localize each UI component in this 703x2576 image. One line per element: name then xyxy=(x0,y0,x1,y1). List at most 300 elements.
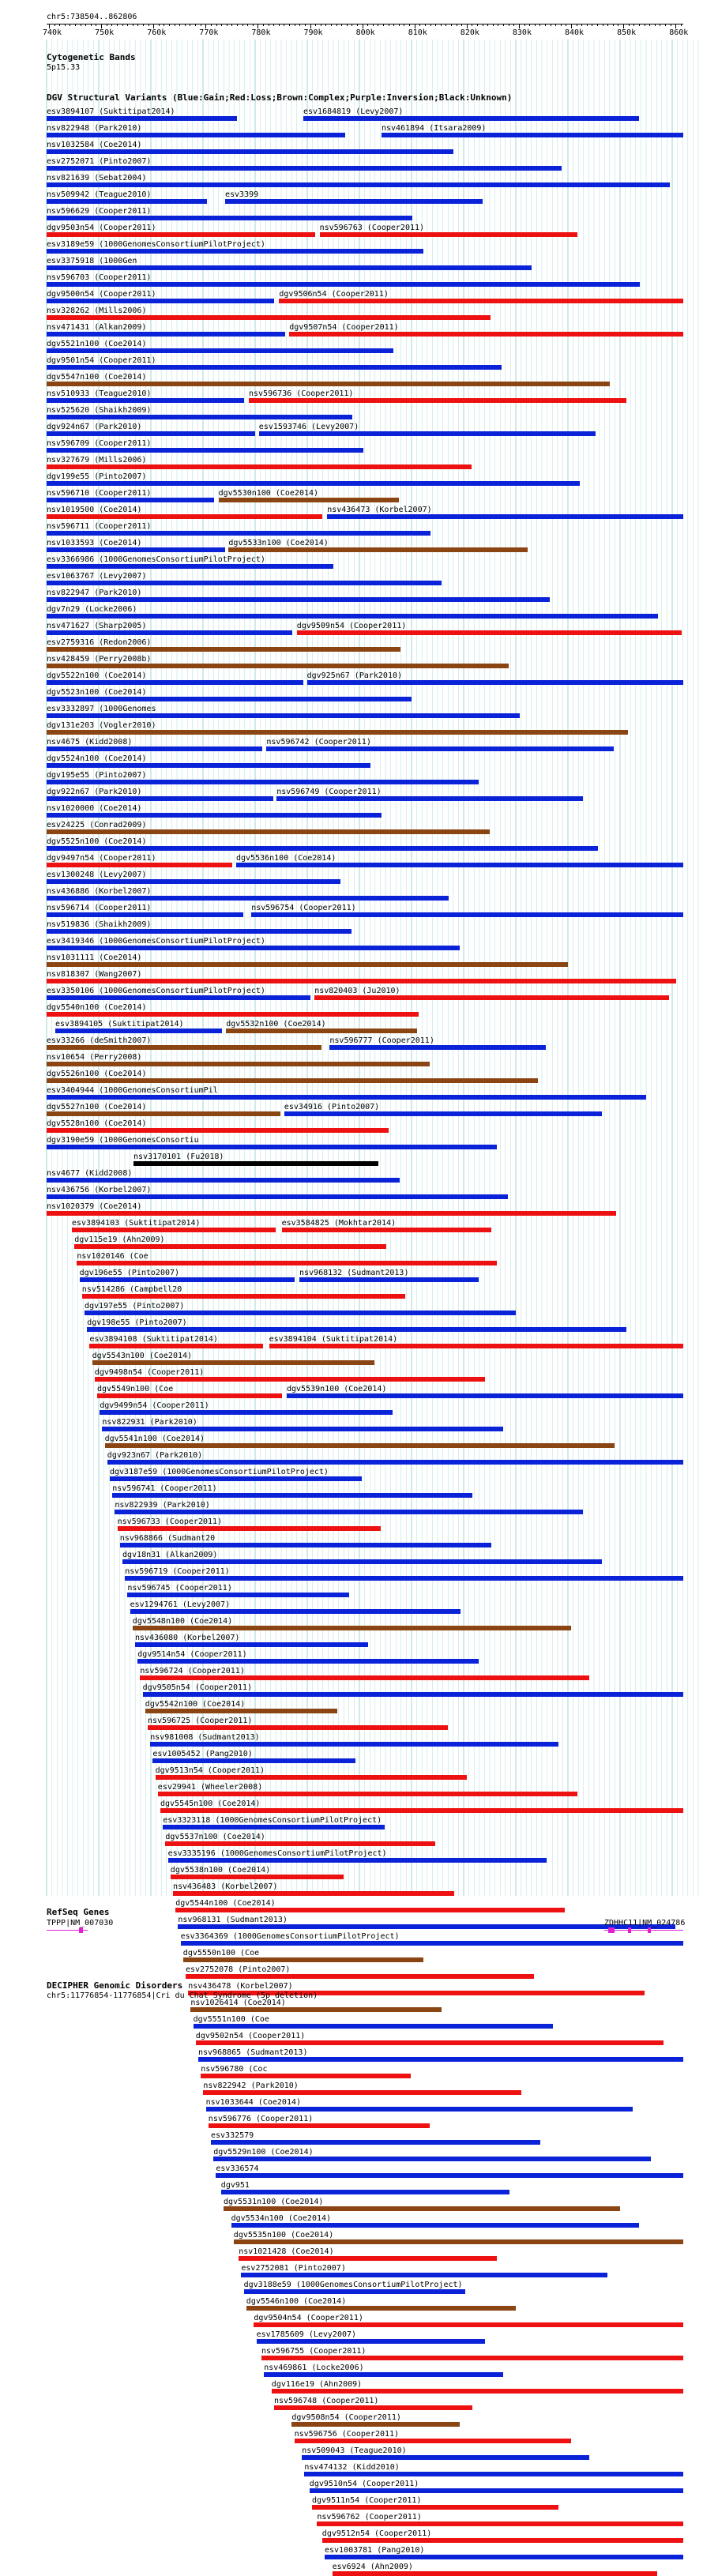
variant-label[interactable]: nsv436756 (Korbel2007) xyxy=(47,1186,152,1194)
variant-label[interactable]: nsv822939 (Park2010) xyxy=(115,1501,210,1510)
variant-bar[interactable] xyxy=(156,1775,467,1780)
variant-label[interactable]: esv3419346 (1000GenomesConsortiumPilotProject) xyxy=(47,937,265,946)
variant-bar[interactable] xyxy=(47,133,345,137)
variant-label[interactable]: dgv5526n100 (Coe2014) xyxy=(47,1070,147,1078)
variant-label[interactable]: nsv596762 (Cooper2011) xyxy=(317,2513,422,2521)
variant-label[interactable]: esv3332897 (1000Genomes xyxy=(47,705,156,713)
variant-bar[interactable] xyxy=(279,299,683,303)
variant-label[interactable]: dgv951 xyxy=(220,2181,250,2190)
variant-bar[interactable] xyxy=(226,1029,417,1033)
variant-bar[interactable] xyxy=(47,216,412,220)
variant-label[interactable]: esv3375918 (1000Gen xyxy=(47,257,137,265)
variant-bar[interactable] xyxy=(47,1111,280,1116)
variant-label[interactable]: dgv925n67 (Park2010) xyxy=(306,671,403,680)
variant-bar[interactable] xyxy=(47,1062,430,1066)
variant-label[interactable]: dgv5530n100 (Coe2014) xyxy=(218,489,319,498)
variant-label[interactable]: dgv5551n100 (Coe xyxy=(193,2015,269,2024)
variant-label[interactable]: dgv5525n100 (Coe2014) xyxy=(47,837,147,846)
variant-bar[interactable] xyxy=(47,647,400,652)
variant-bar[interactable] xyxy=(325,2555,683,2559)
variant-bar[interactable] xyxy=(282,1228,491,1232)
variant-bar[interactable] xyxy=(47,680,303,685)
variant-label[interactable]: nsv818307 (Wang2007) xyxy=(47,970,142,979)
variant-label[interactable]: dgv9510n54 (Cooper2011) xyxy=(309,2480,419,2488)
variant-label[interactable]: nsv596754 (Cooper2011) xyxy=(251,904,356,912)
variant-bar[interactable] xyxy=(47,1128,389,1133)
variant-label[interactable]: nsv596711 (Cooper2011) xyxy=(47,522,152,531)
variant-bar[interactable] xyxy=(47,299,274,303)
variant-label[interactable]: nsv1020146 (Coe xyxy=(77,1252,148,1261)
variant-bar[interactable] xyxy=(47,365,502,370)
variant-label[interactable]: dgv5536n100 (Coe2014) xyxy=(236,854,336,863)
variant-label[interactable]: dgv5524n100 (Coe2014) xyxy=(47,754,147,763)
variant-label[interactable]: esv2752071 (Pinto2007) xyxy=(47,157,152,166)
variant-bar[interactable] xyxy=(47,182,670,187)
variant-bar[interactable] xyxy=(47,796,273,801)
variant-bar[interactable] xyxy=(312,2505,558,2510)
variant-bar[interactable] xyxy=(158,1792,577,1796)
variant-label[interactable]: nsv596629 (Cooper2011) xyxy=(47,207,152,216)
variant-bar[interactable] xyxy=(125,1576,683,1581)
variant-label[interactable]: dgv3187e59 (1000GenomesConsortiumPilotProject) xyxy=(110,1468,329,1476)
variant-bar[interactable] xyxy=(274,2405,472,2410)
variant-label[interactable]: esv1300248 (Levy2007) xyxy=(47,871,147,879)
variant-label[interactable]: dgv5532n100 (Coe2014) xyxy=(226,1020,326,1029)
variant-bar[interactable] xyxy=(241,2273,607,2277)
variant-bar[interactable] xyxy=(329,1045,546,1050)
variant-bar[interactable] xyxy=(327,514,683,519)
variant-label[interactable]: esv3584825 (Mokhtar2014) xyxy=(281,1219,397,1228)
variant-label[interactable]: esv3189e59 (1000GenomesConsortiumPilotProject) xyxy=(47,240,265,249)
variant-bar[interactable] xyxy=(317,2521,683,2526)
variant-label[interactable]: dgv18n31 (Alkan2009) xyxy=(122,1551,218,1559)
variant-label[interactable]: nsv596763 (Cooper2011) xyxy=(319,224,425,232)
variant-label[interactable]: esv3894105 (Suktitipat2014) xyxy=(55,1020,184,1029)
variant-bar[interactable] xyxy=(47,1145,497,1149)
variant-bar[interactable] xyxy=(95,1377,485,1382)
variant-bar[interactable] xyxy=(47,448,363,453)
variant-label[interactable]: nsv471431 (Alkan2009) xyxy=(47,323,147,332)
variant-bar[interactable] xyxy=(320,232,577,237)
variant-bar[interactable] xyxy=(47,1178,400,1183)
variant-bar[interactable] xyxy=(47,664,509,668)
variant-bar[interactable] xyxy=(216,2173,683,2178)
variant-label[interactable]: dgv9511n54 (Cooper2011) xyxy=(312,2496,422,2505)
variant-label[interactable]: nsv596709 (Cooper2011) xyxy=(47,439,152,448)
variant-label[interactable]: dgv9498n54 (Cooper2011) xyxy=(94,1368,205,1377)
variant-bar[interactable] xyxy=(47,912,243,917)
variant-label[interactable]: esv34916 (Pinto2007) xyxy=(284,1103,380,1111)
variant-bar[interactable] xyxy=(145,1709,337,1713)
variant-label[interactable]: dgv9499n54 (Cooper2011) xyxy=(100,1401,209,1410)
variant-label[interactable]: dgv3190e59 (1000GenomesConsortiu xyxy=(47,1136,199,1145)
variant-label[interactable]: nsv981008 (Sudmant2013) xyxy=(150,1733,260,1742)
variant-bar[interactable] xyxy=(246,2306,516,2311)
variant-bar[interactable] xyxy=(120,1543,491,1547)
variant-bar[interactable] xyxy=(47,780,479,784)
variant-bar[interactable] xyxy=(47,531,430,536)
variant-bar[interactable] xyxy=(304,2472,683,2476)
variant-bar[interactable] xyxy=(77,1261,497,1265)
variant-bar[interactable] xyxy=(140,1675,589,1680)
variant-label[interactable]: nsv469861 (Locke2006) xyxy=(264,2364,364,2372)
variant-bar[interactable] xyxy=(181,1941,683,1946)
variant-bar[interactable] xyxy=(171,1875,344,1879)
variant-bar[interactable] xyxy=(322,2538,683,2543)
variant-bar[interactable] xyxy=(47,415,352,419)
variant-label[interactable]: nsv596710 (Cooper2011) xyxy=(47,489,152,498)
variant-label[interactable]: nsv822931 (Park2010) xyxy=(102,1418,197,1427)
variant-label[interactable]: nsv519836 (Shaikh2009) xyxy=(47,920,152,929)
variant-bar[interactable] xyxy=(47,863,232,867)
variant-bar[interactable] xyxy=(244,2289,466,2294)
variant-label[interactable]: esv2759316 (Redon2006) xyxy=(47,638,152,647)
variant-bar[interactable] xyxy=(107,1460,683,1465)
variant-label[interactable]: dgv199e55 (Pinto2007) xyxy=(47,472,147,481)
variant-bar[interactable] xyxy=(47,398,244,403)
variant-label[interactable]: nsv514286 (Campbell20 xyxy=(81,1285,182,1294)
variant-label[interactable]: dgv5550n100 (Coe xyxy=(182,1949,260,1957)
variant-bar[interactable] xyxy=(47,962,568,967)
variant-label[interactable]: esv332579 xyxy=(211,2131,254,2140)
variant-bar[interactable] xyxy=(92,1360,374,1365)
variant-bar[interactable] xyxy=(295,2439,571,2443)
variant-bar[interactable] xyxy=(82,1294,405,1299)
variant-label[interactable]: nsv1020000 (Coe2014) xyxy=(47,804,142,813)
variant-bar[interactable] xyxy=(194,2024,553,2029)
variant-label[interactable]: dgv196e55 (Pinto2007) xyxy=(79,1269,180,1277)
variant-label[interactable]: nsv1021428 (Coe2014) xyxy=(239,2247,334,2256)
variant-bar[interactable] xyxy=(228,547,528,552)
variant-bar[interactable] xyxy=(310,2488,683,2493)
variant-label[interactable]: dgv5549n100 (Coe xyxy=(97,1385,174,1393)
variant-bar[interactable] xyxy=(47,597,550,602)
variant-label[interactable]: dgv5527n100 (Coe2014) xyxy=(47,1103,147,1111)
variant-label[interactable]: esv3335196 (1000GenomesConsortiumPilotProject) xyxy=(167,1849,387,1858)
variant-label[interactable]: esv1684819 (Levy2007) xyxy=(303,107,404,116)
variant-bar[interactable] xyxy=(47,1045,321,1050)
variant-bar[interactable] xyxy=(47,697,412,701)
variant-bar[interactable] xyxy=(47,116,237,121)
variant-label[interactable]: dgv5531n100 (Coe2014) xyxy=(224,2198,324,2206)
variant-bar[interactable] xyxy=(225,199,483,204)
variant-bar[interactable] xyxy=(47,1194,508,1199)
variant-label[interactable]: dgv5547n100 (Coe2014) xyxy=(47,373,147,382)
variant-bar[interactable] xyxy=(186,1974,534,1979)
variant-bar[interactable] xyxy=(47,464,472,469)
variant-bar[interactable] xyxy=(47,630,292,635)
variant-label[interactable]: nsv596748 (Cooper2011) xyxy=(274,2397,379,2405)
variant-label[interactable]: dgv9504n54 (Cooper2011) xyxy=(254,2314,363,2322)
variant-label[interactable]: nsv822942 (Park2010) xyxy=(203,2081,299,2090)
variant-label[interactable]: nsv328262 (Mills2006) xyxy=(47,306,147,315)
variant-bar[interactable] xyxy=(249,398,626,403)
variant-label[interactable]: nsv471627 (Sharp2005) xyxy=(47,622,147,630)
variant-bar[interactable] xyxy=(299,1277,479,1282)
variant-bar[interactable] xyxy=(213,2157,651,2161)
variant-bar[interactable] xyxy=(137,1659,479,1664)
variant-label[interactable]: nsv968131 (Sudmant2013) xyxy=(178,1916,288,1924)
variant-bar[interactable] xyxy=(152,1758,355,1763)
variant-label[interactable]: dgv922n67 (Park2010) xyxy=(47,788,142,796)
variant-bar[interactable] xyxy=(206,2107,633,2112)
variant-bar[interactable] xyxy=(47,514,322,519)
variant-label[interactable]: dgv3188e59 (1000GenomesConsortiumPilotProject) xyxy=(243,2281,463,2289)
variant-label[interactable]: dgv5538n100 (Coe2014) xyxy=(170,1866,271,1875)
variant-label[interactable]: nsv596724 (Cooper2011) xyxy=(140,1667,245,1675)
variant-label[interactable]: dgv5534n100 (Coe2014) xyxy=(231,2214,332,2223)
variant-label[interactable]: nsv820403 (Ju2010) xyxy=(314,987,400,995)
variant-bar[interactable] xyxy=(165,1841,435,1846)
variant-bar[interactable] xyxy=(135,1642,368,1647)
variant-bar[interactable] xyxy=(382,133,683,137)
variant-label[interactable]: esv3894104 (Suktitipat2014) xyxy=(269,1335,398,1344)
variant-bar[interactable] xyxy=(47,315,491,320)
variant-bar[interactable] xyxy=(47,149,453,154)
variant-bar[interactable] xyxy=(219,498,399,502)
variant-label[interactable]: dgv5533n100 (Coe2014) xyxy=(228,539,329,547)
variant-bar[interactable] xyxy=(259,431,596,436)
variant-bar[interactable] xyxy=(201,2074,411,2078)
variant-bar[interactable] xyxy=(236,863,683,867)
variant-bar[interactable] xyxy=(198,2057,683,2062)
variant-label[interactable]: nsv1026414 (Coe2014) xyxy=(190,1999,286,2007)
variant-bar[interactable] xyxy=(47,265,532,270)
variant-bar[interactable] xyxy=(85,1311,516,1315)
variant-label[interactable]: dgv5523n100 (Coe2014) xyxy=(47,688,147,697)
variant-label[interactable]: esv3323118 (1000GenomesConsortiumPilotProject) xyxy=(163,1816,382,1825)
variant-bar[interactable] xyxy=(257,2339,485,2344)
variant-label[interactable]: esv3894103 (Suktitipat2014) xyxy=(72,1219,201,1228)
variant-label[interactable]: dgv9514n54 (Cooper2011) xyxy=(137,1650,247,1659)
variant-bar[interactable] xyxy=(148,1725,448,1730)
variant-label[interactable]: nsv10654 (Perry2008) xyxy=(47,1053,142,1062)
variant-bar[interactable] xyxy=(47,547,225,552)
variant-bar[interactable] xyxy=(47,249,423,254)
variant-bar[interactable] xyxy=(239,2256,497,2261)
variant-label[interactable]: dgv5529n100 (Coe2014) xyxy=(213,2148,314,2157)
variant-bar[interactable] xyxy=(234,2239,683,2244)
variant-bar[interactable] xyxy=(47,979,676,983)
variant-bar[interactable] xyxy=(269,1344,683,1348)
variant-bar[interactable] xyxy=(47,813,382,818)
variant-bar[interactable] xyxy=(143,1692,683,1697)
variant-bar[interactable] xyxy=(74,1244,386,1249)
variant-label[interactable]: dgv9505n54 (Cooper2011) xyxy=(142,1683,253,1692)
variant-label[interactable]: esv6924 (Ahn2009) xyxy=(332,2563,413,2571)
variant-label[interactable]: dgv5528n100 (Coe2014) xyxy=(47,1119,147,1128)
variant-label[interactable]: esv2752078 (Pinto2007) xyxy=(186,1965,291,1974)
variant-label[interactable]: nsv968866 (Sudmant20 xyxy=(119,1534,216,1543)
variant-label[interactable]: esv1785609 (Levy2007) xyxy=(256,2330,357,2339)
variant-bar[interactable] xyxy=(72,1228,276,1232)
variant-bar[interactable] xyxy=(183,1957,423,1962)
variant-label[interactable]: dgv198e55 (Pinto2007) xyxy=(87,1318,187,1327)
variant-label[interactable]: nsv596725 (Cooper2011) xyxy=(148,1717,253,1725)
variant-bar[interactable] xyxy=(47,481,580,486)
variant-bar[interactable] xyxy=(102,1427,503,1431)
variant-label[interactable]: dgv9502n54 (Cooper2011) xyxy=(195,2032,306,2040)
variant-label[interactable]: dgv9497n54 (Cooper2011) xyxy=(47,854,156,863)
variant-bar[interactable] xyxy=(284,1111,602,1116)
variant-label[interactable]: nsv596777 (Cooper2011) xyxy=(329,1036,434,1045)
variant-label[interactable]: nsv596736 (Cooper2011) xyxy=(249,389,354,398)
variant-bar[interactable] xyxy=(47,332,285,337)
variant-label[interactable]: nsv461894 (Itsara2009) xyxy=(382,124,487,133)
variant-bar[interactable] xyxy=(178,1924,675,1929)
variant-label[interactable]: dgv195e55 (Pinto2007) xyxy=(47,771,147,780)
variant-label[interactable]: nsv327679 (Mills2006) xyxy=(47,456,147,464)
variant-bar[interactable] xyxy=(47,829,490,834)
variant-bar[interactable] xyxy=(47,946,460,950)
variant-bar[interactable] xyxy=(133,1161,378,1166)
variant-bar[interactable] xyxy=(251,912,683,917)
variant-bar[interactable] xyxy=(47,431,255,436)
variant-label[interactable]: dgv5544n100 (Coe2014) xyxy=(175,1899,276,1908)
variant-label[interactable]: esv336574 xyxy=(216,2164,259,2173)
variant-label[interactable]: nsv3170101 (Fu2018) xyxy=(133,1153,224,1161)
variant-label[interactable]: dgv5522n100 (Coe2014) xyxy=(47,671,147,680)
variant-label[interactable]: nsv596755 (Cooper2011) xyxy=(261,2347,367,2356)
variant-label[interactable]: nsv1031111 (Coe2014) xyxy=(47,953,142,962)
variant-bar[interactable] xyxy=(254,2322,683,2327)
variant-bar[interactable] xyxy=(127,1593,349,1597)
variant-label[interactable]: nsv474132 (Kidd2010) xyxy=(304,2463,400,2472)
variant-label[interactable]: dgv5541n100 (Coe2014) xyxy=(104,1435,205,1443)
variant-label[interactable]: dgv9509n54 (Cooper2011) xyxy=(296,622,407,630)
variant-bar[interactable] xyxy=(47,746,262,751)
variant-bar[interactable] xyxy=(314,995,669,1000)
variant-label[interactable]: dgv5548n100 (Coe2014) xyxy=(132,1617,233,1626)
refseq-gene-tppp[interactable]: TPPP|NM_007030 xyxy=(47,1919,114,1927)
variant-bar[interactable] xyxy=(47,730,628,735)
variant-label[interactable]: dgv923n67 (Park2010) xyxy=(107,1451,203,1460)
variant-bar[interactable] xyxy=(47,713,520,718)
variant-bar[interactable] xyxy=(291,2422,460,2427)
variant-bar[interactable] xyxy=(264,2372,503,2377)
variant-bar[interactable] xyxy=(122,1559,602,1564)
variant-bar[interactable] xyxy=(203,2090,521,2095)
variant-bar[interactable] xyxy=(133,1626,571,1630)
variant-bar[interactable] xyxy=(276,796,583,801)
variant-bar[interactable] xyxy=(221,2190,509,2194)
variant-bar[interactable] xyxy=(47,348,393,353)
variant-label[interactable]: nsv821639 (Sebat2004) xyxy=(47,174,147,182)
variant-label[interactable]: nsv596756 (Cooper2011) xyxy=(294,2430,400,2439)
variant-bar[interactable] xyxy=(47,232,315,237)
variant-bar[interactable] xyxy=(289,332,683,337)
variant-label[interactable]: nsv1032584 (Coe2014) xyxy=(47,141,142,149)
variant-label[interactable]: nsv436886 (Korbel2007) xyxy=(47,887,152,896)
variant-label[interactable]: nsv4675 (Kidd2008) xyxy=(47,738,133,746)
variant-label[interactable]: nsv596780 (Coc xyxy=(201,2065,268,2074)
variant-bar[interactable] xyxy=(307,680,683,685)
variant-label[interactable]: dgv5543n100 (Coe2014) xyxy=(92,1352,193,1360)
variant-bar[interactable] xyxy=(173,1891,454,1896)
variant-label[interactable]: esv3366986 (1000GenomesConsortiumPilotProject) xyxy=(47,555,265,564)
variant-label[interactable]: nsv968132 (Sudmant2013) xyxy=(299,1269,409,1277)
variant-label[interactable]: esv3404944 (1000GenomesConsortiumPil xyxy=(47,1086,218,1095)
variant-label[interactable]: nsv4677 (Kidd2008) xyxy=(47,1169,133,1178)
variant-bar[interactable] xyxy=(112,1493,472,1498)
variant-bar[interactable] xyxy=(47,1078,538,1083)
variant-label[interactable]: dgv9513n54 (Cooper2011) xyxy=(155,1766,265,1775)
variant-label[interactable]: nsv436483 (Korbel2007) xyxy=(173,1882,278,1891)
variant-bar[interactable] xyxy=(47,282,640,287)
variant-label[interactable]: nsv596714 (Cooper2011) xyxy=(47,904,152,912)
variant-bar[interactable] xyxy=(47,382,610,386)
variant-label[interactable]: esv29941 (Wheeler2008) xyxy=(157,1783,263,1792)
variant-bar[interactable] xyxy=(333,2571,657,2576)
variant-bar[interactable] xyxy=(118,1526,381,1531)
variant-label[interactable]: nsv822948 (Park2010) xyxy=(47,124,142,133)
variant-bar[interactable] xyxy=(47,879,340,884)
variant-label[interactable]: nsv822947 (Park2010) xyxy=(47,589,142,597)
variant-bar[interactable] xyxy=(80,1277,295,1282)
variant-label[interactable]: nsv525620 (Shaikh2009) xyxy=(47,406,152,415)
variant-label[interactable]: nsv596741 (Cooper2011) xyxy=(112,1484,217,1493)
variant-label[interactable]: esv1003781 (Pang2010) xyxy=(325,2546,425,2555)
variant-label[interactable]: dgv5545n100 (Coe2014) xyxy=(160,1799,261,1808)
variant-label[interactable]: dgv5535n100 (Coe2014) xyxy=(233,2231,334,2239)
variant-bar[interactable] xyxy=(196,2040,664,2045)
variant-label[interactable]: dgv9501n54 (Cooper2011) xyxy=(47,356,156,365)
variant-bar[interactable] xyxy=(224,2206,620,2211)
variant-label[interactable]: nsv1020379 (Coe2014) xyxy=(47,1202,142,1211)
variant-bar[interactable] xyxy=(175,1908,565,1912)
variant-bar[interactable] xyxy=(87,1327,626,1332)
variant-bar[interactable] xyxy=(168,1858,547,1863)
variant-label[interactable]: dgv924n67 (Park2010) xyxy=(47,423,142,431)
variant-label[interactable]: esv3399 xyxy=(225,190,259,199)
variant-bar[interactable] xyxy=(47,581,442,585)
variant-bar[interactable] xyxy=(47,846,598,851)
variant-bar[interactable] xyxy=(47,1211,616,1216)
variant-label[interactable]: dgv5537n100 (Coe2014) xyxy=(165,1833,265,1841)
variant-label[interactable]: nsv1019500 (Coe2014) xyxy=(47,506,142,514)
variant-label[interactable]: dgv7n29 (Locke2006) xyxy=(47,605,137,614)
refseq-gene-zdhhc11[interactable]: ZDHHC11|NM_024786 xyxy=(604,1919,686,1927)
variant-bar[interactable] xyxy=(130,1609,461,1614)
variant-label[interactable]: dgv5521n100 (Coe2014) xyxy=(47,340,147,348)
variant-bar[interactable] xyxy=(47,199,207,204)
variant-label[interactable]: nsv596749 (Cooper2011) xyxy=(276,788,382,796)
variant-bar[interactable] xyxy=(261,2356,683,2360)
variant-bar[interactable] xyxy=(55,1029,222,1033)
variant-label[interactable]: dgv131e203 (Vogler2010) xyxy=(47,721,156,730)
variant-label[interactable]: dgv5542n100 (Coe2014) xyxy=(145,1700,246,1709)
variant-label[interactable]: dgv116e19 (Ahn2009) xyxy=(271,2380,363,2389)
variant-bar[interactable] xyxy=(209,2123,430,2128)
variant-label[interactable]: dgv115e19 (Ahn2009) xyxy=(74,1235,165,1244)
variant-bar[interactable] xyxy=(303,116,639,121)
variant-label[interactable]: dgv5540n100 (Coe2014) xyxy=(47,1003,147,1012)
variant-label[interactable]: nsv596742 (Cooper2011) xyxy=(266,738,371,746)
variant-label[interactable]: esv1005452 (Pang2010) xyxy=(152,1750,253,1758)
variant-label[interactable]: nsv436473 (Korbel2007) xyxy=(327,506,432,514)
variant-bar[interactable] xyxy=(47,564,333,569)
variant-label[interactable]: nsv509043 (Teague2010) xyxy=(302,2446,407,2455)
variant-bar[interactable] xyxy=(110,1476,362,1481)
variant-label[interactable]: esv3894107 (Suktitipat2014) xyxy=(47,107,175,116)
variant-label[interactable]: nsv428459 (Perry2008b) xyxy=(47,655,152,664)
variant-bar[interactable] xyxy=(97,1393,282,1398)
variant-label[interactable]: dgv9500n54 (Cooper2011) xyxy=(47,290,156,299)
zdhhc11-gene-feature[interactable] xyxy=(604,1930,683,1931)
variant-label[interactable]: dgv5546n100 (Coe2014) xyxy=(246,2297,347,2306)
variant-bar[interactable] xyxy=(287,1393,683,1398)
variant-bar[interactable] xyxy=(47,1012,419,1017)
